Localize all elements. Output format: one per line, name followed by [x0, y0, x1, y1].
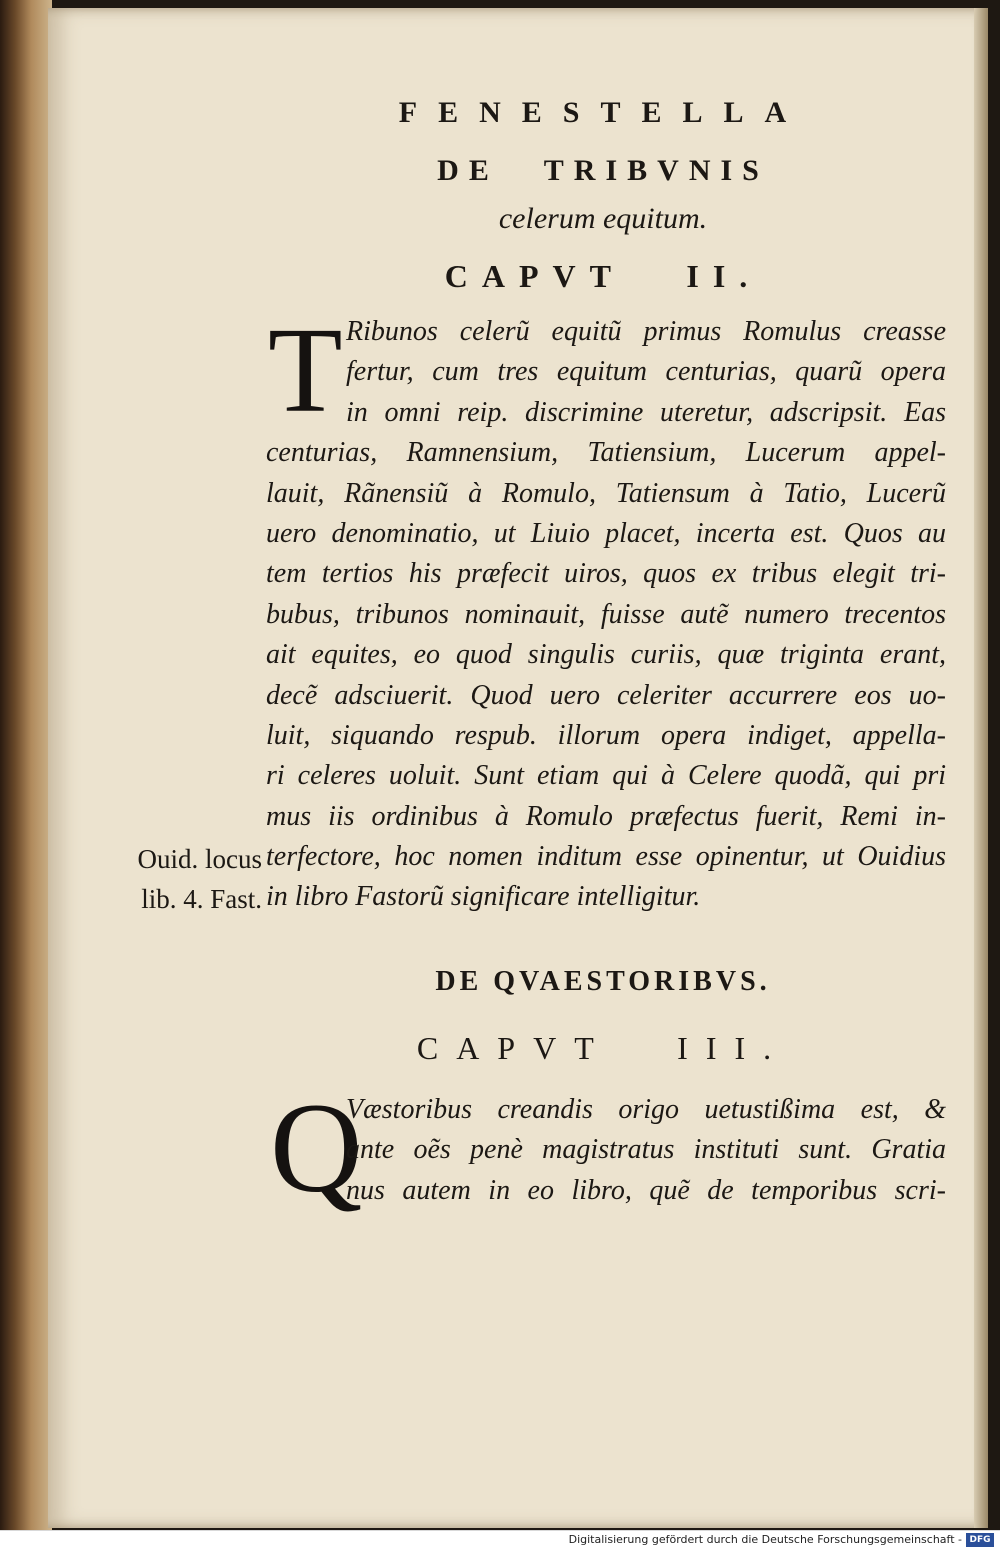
text-line: in libro Fastorũ significare intelligitur.	[266, 881, 701, 913]
caput-heading-3: CAPVT III.	[416, 1030, 790, 1066]
book-spine-edge	[0, 0, 52, 1530]
margin-note: Ouid. locus	[137, 844, 262, 874]
text-line: terfectore, hoc nomen inditum esse opinentur, ut Ouidius	[266, 841, 946, 873]
chapter-3-text	[266, 1090, 946, 1211]
footer-credit: Digitalisierung gefördert durch die Deutsche Forschungsgemeinschaft -	[568, 1533, 962, 1546]
page-edge	[974, 8, 988, 1528]
text-line: uero denominatio, ut Liuio placet, incerta est. Quos au	[266, 517, 946, 549]
text-line: nus autem in eo libro, quẽ de temporibus scri-	[346, 1174, 946, 1206]
running-head: FENESTELLA	[398, 96, 808, 129]
text-line: decẽ adsciuerit. Quod uero celeriter accurrere eos uo-	[266, 679, 946, 711]
text-line: centurias, Ramnensium, Tatiensium, Lucerum appel-	[266, 437, 946, 469]
dropcap-q: Q	[270, 1077, 363, 1219]
margin-note: lib. 4. Fast.	[141, 884, 262, 914]
book-page	[48, 8, 988, 1528]
chapter-subtitle: celerum equitum.	[498, 202, 708, 235]
text-line: bubus, tribunos nominauit, fuisse autẽ numero trecentos	[266, 598, 946, 630]
text-line: ante oẽs penè magistratus instituti sunt. Gratia	[346, 1134, 946, 1166]
chapter-2-text	[266, 303, 946, 918]
digitization-footer	[0, 1530, 1000, 1550]
text-line: Ribunos celerũ equitũ primus Romulus creasse	[346, 316, 946, 347]
text-line: mus iis ordinibus à Romulo præfectus fuerit, Remi in-	[266, 800, 946, 832]
dfg-logo-icon: DFG	[966, 1533, 994, 1547]
text-line: ait equites, eo quod singulis curiis, quæ triginta erant,	[266, 639, 946, 671]
text-line: in omni reip. discrimine uteretur, adscripsit. Eas	[346, 396, 946, 428]
section-title: DE QVAESTORIBVS.	[435, 966, 771, 997]
text-line: tem tertios his præfecit uiros, quos ex tribus elegit tri-	[266, 558, 946, 590]
text-line: luit, siquando respub. illorum opera indiget, appella-	[266, 719, 946, 751]
text-line: Væstoribus creandis origo uetustißima est, &	[346, 1094, 946, 1125]
text-line: lauit, Rãnensiũ à Romulo, Tatiensum à Tatio, Lucerũ	[266, 477, 946, 509]
text-line: fertur, cum tres equitum centurias, quarũ opera	[346, 356, 946, 388]
text-line: ri celeres uoluit. Sunt etiam qui à Celere quodã, qui pri	[266, 760, 946, 792]
caput-heading-2: CAPVT II.	[444, 258, 762, 294]
chapter-title: DE TRIBVNIS	[437, 154, 769, 187]
dropcap-t: T	[268, 303, 343, 438]
